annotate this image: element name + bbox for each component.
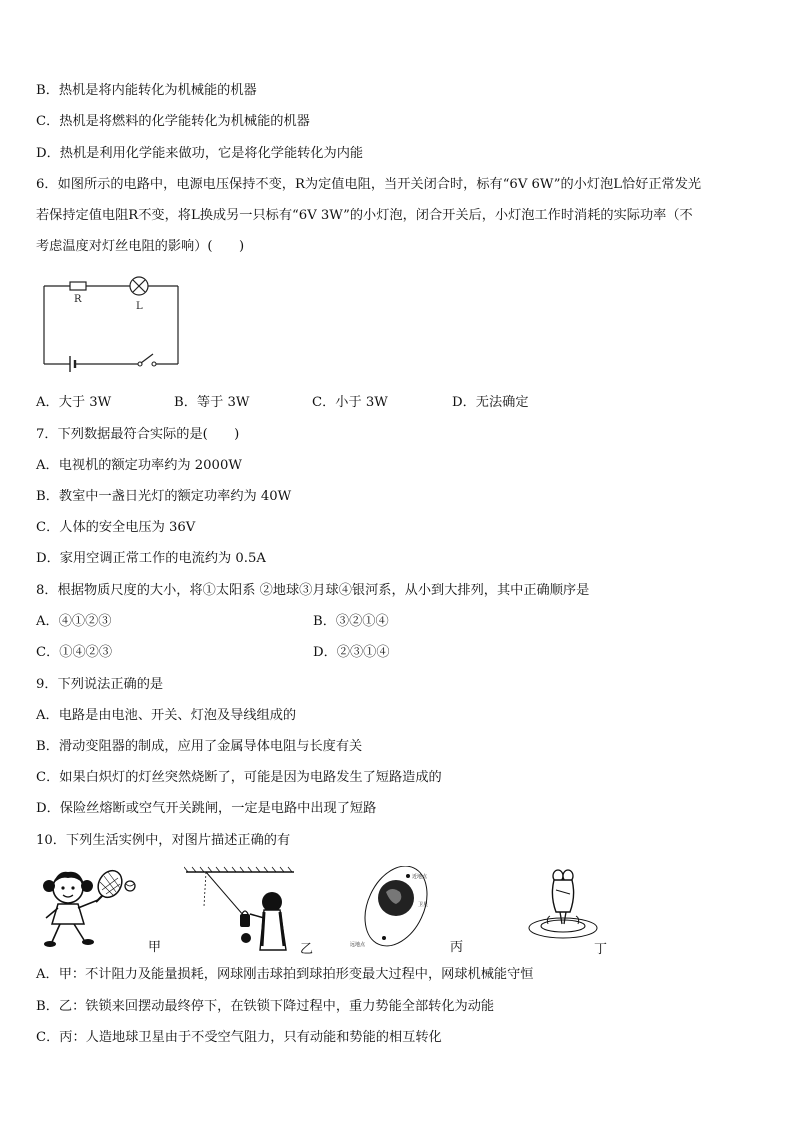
q9-stem: 9．下列说法正确的是 (36, 677, 164, 692)
q5-option-d: D．热机是利用化学能来做功，它是将化学能转化为内能 (36, 146, 364, 161)
q10-option-a: A．甲：不计阻力及能量损耗，网球刚击球拍到球拍形变最大过程中，网球机械能守恒 (36, 967, 534, 982)
q9-option-b: B．滑动变阻器的制成，应用了金属导体电阻与长度有关 (36, 739, 363, 754)
q9-option-a: A．电路是由电池、开关、灯泡及导线组成的 (36, 708, 297, 723)
q7-option-c: C．人体的安全电压为 36V (36, 520, 196, 535)
q8-stem: 8．根据物质尺度的大小，将①太阳系 ②地球③月球④银河系，从小到大排列，其中正确顺序是 (36, 583, 590, 598)
q10-stem: 10．下列生活实例中，对图片描述正确的有 (36, 833, 291, 848)
q10-pictures (36, 866, 636, 960)
lamp-label: L (136, 301, 143, 312)
svg-text:卫星: 卫星 (418, 902, 429, 908)
q7-option-d: D．家用空调正常工作的电流约为 0.5A (36, 551, 266, 566)
q6-option-d: D．无法确定 (452, 395, 529, 410)
q9-option-d: D．保险丝熔断或空气开关跳闸，一定是电路中出现了短路 (36, 801, 377, 816)
svg-text:近地点: 近地点 (412, 874, 428, 880)
q6-option-a: A．大于 3W (36, 395, 112, 410)
q6-stem-line2: 若保持定值电阻R不变，将L换成另一只标有“6V 3W”的小灯泡，闭合开关后，小灯泡工作时消耗的实际功率（不 (36, 208, 693, 223)
q6-option-b: B．等于 3W (174, 395, 250, 410)
pic-label-ding: 丁 (594, 942, 608, 957)
q6-stem-line1: 6．如图所示的电路中，电源电压保持不变，R为定值电阻，当开关闭合时，标有“6V 6W”的小灯泡L恰好正常发光 (36, 177, 702, 192)
q6-option-c: C．小于 3W (312, 395, 388, 410)
pic-label-jia: 甲 (148, 940, 162, 955)
satellite-orbit-picture (346, 866, 456, 952)
pic-label-yi: 乙 (300, 942, 314, 957)
resistor-symbol (70, 282, 86, 290)
q6-stem-line3: 考虑温度对灯丝电阻的影响）( ) (36, 239, 245, 254)
svg-text:远地点: 远地点 (350, 942, 366, 948)
q8-option-a: A．④①②③ (36, 614, 112, 629)
q5-option-b: B．热机是将内能转化为机械能的机器 (36, 83, 257, 98)
swinging-lock-picture (184, 866, 314, 952)
q10-option-b: B．乙：铁锁来回摆动最终停下，在铁锁下降过程中，重力势能全部转化为动能 (36, 999, 495, 1014)
pic-label-bing: 丙 (450, 940, 464, 955)
circuit-diagram (40, 276, 182, 372)
resistor-label: R (74, 294, 82, 305)
tennis-girl-picture (38, 866, 138, 952)
q8-option-d: D．②③①④ (313, 645, 390, 660)
q8-option-b: B．③②①④ (313, 614, 389, 629)
q7-option-a: A．电视机的额定功率约为 2000W (36, 458, 242, 473)
q7-option-b: B．教室中一盏日光灯的额定功率约为 40W (36, 489, 292, 504)
q10-option-c: C．丙：人造地球卫星由于不受空气阻力，只有动能和势能的相互转化 (36, 1030, 442, 1045)
q7-stem: 7．下列数据最符合实际的是( ) (36, 427, 240, 442)
q5-option-c: C．热机是将燃料的化学能转化为机械能的机器 (36, 114, 310, 129)
q8-option-c: C．①④②③ (36, 645, 113, 660)
q9-option-c: C．如果白炽灯的灯丝突然烧断了，可能是因为电路发生了短路造成的 (36, 770, 442, 785)
